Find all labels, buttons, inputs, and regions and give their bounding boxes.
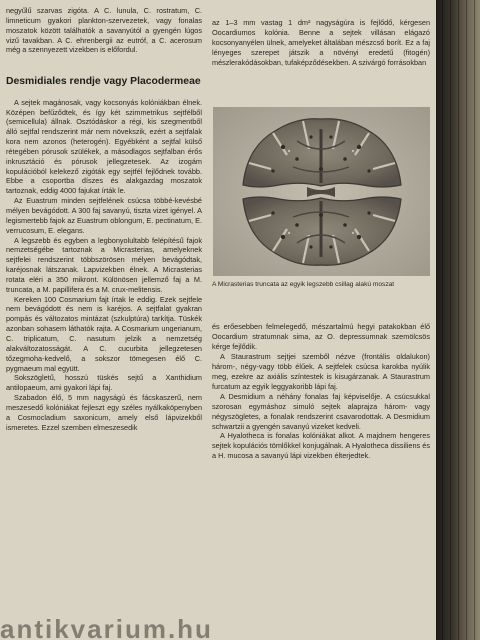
body-paragraph: A Hyalotheca is fonalas kolóniákat alkot. A majdnem hengeres sejtek kopulációs tömlőkkel konjugálnak. A Hyalotheca dissiliens és a H. mucosa a savanyú lápi vizekben élterjedtek. xyxy=(212,431,430,461)
body-paragraph: A sejtek magánosak, vagy kocsonyás kolóniákban élnek. Középen befűződtek, és így két szimmetrikus sejtfélből (semicellula) állnak. Osztódáskor a régi, kis szegmentből álló sejtfal rendszerint már nem növekszik, ezért a sejtfalak kora nem azonos (heterogén). Egyébként a sejtfal külső rétegében pórusok szülékek, a másodlagos sejtfalban érős inkrusztáció és pórusok jellegzetesek. Az izogám kopulációból kelekező zigóták egy sejtfél fejlődnek tovább. Ebbe a csoportba díszes és alakgazdag moszatok tartoznak, eddig 4000 fajukat írták le. xyxy=(6,97,202,196)
intro-paragraph: negyűlű szarvas zigóta. A C. lunula, C. rostratum, C. limneticum gyakori plankton-szervezetek, vagy fonalas moszatok között találhatók a savanyútól a gyengén lúgos vizű tavakban. A C. ehrenbergii az eutróf, a C. acerosum még a szennyezett vizekben is előfordul. xyxy=(6,6,202,55)
right-column-bottom xyxy=(212,322,430,461)
body-paragraph: A Staurastrum sejtjei szemből nézve (frontális oldalukon) három-, négy-vagy több élűek. A sejtfelek csúcsa karokba nyúlik meg, ezekre az axiális színtestek is kisugárzanak. A Staurastrum furcatum az egyik leggyakoribb lápi faj. xyxy=(212,351,430,391)
body-paragraph: az 1–3 mm vastag 1 dm² nagyságúra is fejlődő, kérgesen Oocardiumos kolónia. Benne a sejtek villásan elágazó kocsonyanyélen ülnek, amelyeket általában mészcső borít. Ez a faj lényeges szerepet játszik a növényi eredetű (fitogén) mészlerakódásokban, tufaképződésekben. A szivárgó forrásokban xyxy=(212,18,430,67)
body-paragraph: A Desmidium a néhány fonalas faj képviselője. A csúcsukkal szorosan egymáshoz simuló sejtek alaprajza három- vagy négyszögletes, a fonalak rendszerint csavarodottak. A Desmidium schwartzii a gyengén savanyú vizeket kedveli. xyxy=(212,391,430,431)
page-edge xyxy=(436,0,480,640)
micrasterias-photo xyxy=(213,107,430,276)
body-paragraph: Sokszögletű, hosszú tüskés sejtű a Xanthidium antilopaeum, ami gyakori lápi faj. xyxy=(6,373,202,393)
body-paragraph: Szabadon élő, 5 mm nagyságú és fácskaszerű, nem meszesedő kolóniákat fejleszt egy széles nyálkaköpenyben a Cosmocladium saxonicum, amely első lápvizekből ismeretes. Ezzel szemben elmeszesedik xyxy=(6,393,202,432)
section-heading: Desmidiales rendje vagy Placodermeae xyxy=(6,76,201,88)
watermark: antikvarium.hu xyxy=(0,618,213,640)
body-paragraph: Az Euastrum minden sejtfelének csúcsa többé-kevésbé mélyen bevágódott. A 300 faj savanyú, tiszta vizet igényel. A legismertebb fajok az Euastrum oblongum, E. pectinatum, E. verrucosum, E. elegans. xyxy=(6,196,202,235)
body-paragraph: A legszebb és egyben a legbonyolultabb felépítésű fajok nemzetségébe tartoznak a Micrasterias, amelyeknek sejtfelei rendszerint többszörösen mélyen bevágódtak, karéjosnak látszanak. Lapvizekben élnek. A Micrasterias rotata eléri a 350 mikront. Különösen jellemző faj a M. truncata, a M. papillifera és a M. crux-melitensis. xyxy=(6,235,202,294)
micrasterias-illustration xyxy=(213,107,430,276)
left-column xyxy=(6,6,202,432)
body-paragraph: és erőesebben felmelegedő, mészartalmú hegyi patakokban élő Oocardium stratumnak sima, az O. depressumnak szemölcsös kérge fejlődik. xyxy=(212,322,430,351)
figure-caption: A Micrasterias truncata az egyik legszebb csillag alakú moszat xyxy=(212,281,395,288)
right-column-top xyxy=(212,18,430,68)
body-paragraph: Kereken 100 Cosmarium fajt írtak le eddig. Ezek sejtfele nem bevágódott és nem is karéjos. A sejtfalat gyakran pompás és változatos mintázat (szkulptúra) tarkítja. Tüskék azonban sohasem láthatók rajta. A Cosmarium ungerianum, C. triplicatum, C. nasutum jelzik a nemzetség alakváltozatosságát. A C. cucurbita jellegzetesen tőzegmoha-kedvelő, a sokszor tömegesen élő C. pygmaeum mal együtt. xyxy=(6,294,202,373)
